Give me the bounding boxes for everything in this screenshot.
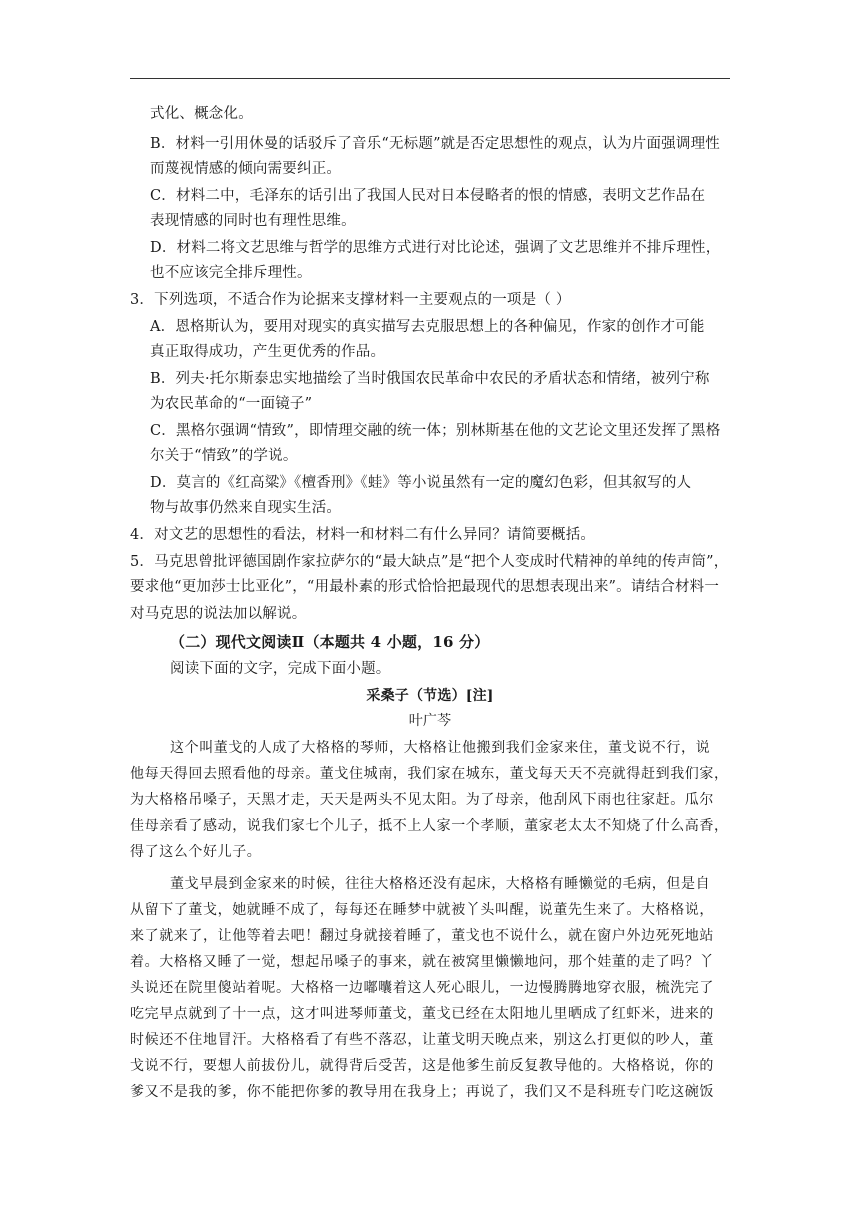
option-b-line: B．列夫·托尔斯泰忠实地描绘了当时俄国农民革命中农民的矛盾状态和情绪，被列宁称 — [150, 371, 710, 387]
text-line: 而蔑视情感的倾向需要纠正。 — [150, 161, 342, 177]
text-line: 也不应该完全排斥理性。 — [150, 265, 312, 281]
text-line: 式化、概念化。 — [150, 106, 253, 122]
option-a-line: A．恩格斯认为，要用对现实的真实描写去克服思想上的各种偏见，作家的创作才可能 — [150, 319, 705, 335]
header-rule — [130, 78, 730, 79]
instruction: 阅读下面的文字，完成下面小题。 — [170, 661, 391, 677]
option-d-line: D．莫言的《红高粱》《檀香刑》《蛙》等小说虽然有一定的魔幻色彩，但其叙写的人 — [150, 475, 692, 491]
story-title: 采桑子（节选）[注] — [366, 688, 494, 704]
option-c-line: C．材料二中，毛泽东的话引出了我国人民对日本侵略者的恨的情感，表明文艺作品在 — [150, 188, 706, 204]
story-line: 吃完早点就到了十一点，这才叫进琴师董戈，董戈已经在太阳地儿里晒成了红虾米，进来的 — [130, 1006, 714, 1022]
question-4: 4．对文艺的思想性的看法，材料一和材料二有什么异同？请简要概括。 — [130, 527, 596, 543]
story-line: 来了就来了，让他等着去吧！翻过身就接着睡了，董戈也不说什么，就在窗户外边死死地站 — [130, 928, 714, 944]
story-line: 这个叫董戈的人成了大格格的琴师，大格格让他搬到我们金家来住，董戈说不行，说 — [170, 740, 711, 756]
story-line: 他每天得回去照看他的母亲。董戈住城南，我们家在城东，董戈每天天不亮就得赶到我们家， — [130, 766, 729, 782]
text-line: 要求他“更加莎士比亚化”，“用最朴素的形式恰恰把最现代的思想表现出来”。请结合材料一 — [130, 579, 720, 595]
story-line: 时候还不住地冒汗。大格格看了有些不落忍，让董戈明天晚点来，别这么打更似的吵人，董 — [130, 1032, 714, 1048]
story-line: 戈说不行，要想人前拔份儿，就得背后受苦，这是他爹生前反复教导他的。大格格说，你的 — [130, 1058, 714, 1074]
story-line: 爹又不是我的爹，你不能把你爹的教导用在我身上；再说了，我们又不是科班专门吃这碗饭 — [130, 1084, 714, 1100]
story-line: 佳母亲看了感动，说我们家七个儿子，抵不上人家一个孝顺，董家老太太不知烧了什么高香， — [130, 818, 729, 834]
text-line: 为农民革命的“一面镜子” — [150, 396, 313, 412]
text-line: 表现情感的同时也有理性思维。 — [150, 213, 356, 229]
story-author: 叶广芩 — [408, 713, 452, 729]
text-line: 对马克思的说法加以解说。 — [130, 606, 307, 622]
option-d-line: D．材料二将文艺思维与哲学的思维方式进行对比论述，强调了文艺思维并不排斥理性， — [150, 240, 721, 256]
option-b-line: B．材料一引用休曼的话驳斥了音乐“无标题”就是否定思想性的观点，认为片面强调理性 — [150, 136, 720, 152]
text-line: 真正取得成功，产生更优秀的作品。 — [150, 344, 386, 360]
story-line: 头说还在院里傻站着呢。大格格一边嘟囔着这人死心眼儿，一边慢腾腾地穿衣服，梳洗完了 — [130, 980, 714, 996]
section-heading: （二）现代文阅读Ⅱ（本题共 4 小题，16 分） — [170, 633, 490, 651]
text-line: 物与故事仍然来自现实生活。 — [150, 500, 342, 516]
question-3: 3．下列选项，不适合作为论据来支撑材料一主要观点的一项是（ ） — [130, 292, 571, 308]
story-line: 从留下了董戈，她就睡不成了，每每还在睡梦中就被丫头叫醒，说董先生来了。大格格说， — [130, 902, 714, 918]
option-c-line: C．黑格尔强调“情致”，即情理交融的统一体；别林斯基在他的文艺论文里还发挥了黑格 — [150, 423, 721, 439]
text-line: 尔关于“情致”的学说。 — [150, 448, 298, 464]
question-5: 5．马克思曾批评德国剧作家拉萨尔的“最大缺点”是“把个人变成时代精神的单纯的传声筒”， — [130, 554, 729, 570]
story-line: 董戈早晨到金家来的时候，往往大格格还没有起床，大格格有睡懒觉的毛病，但是自 — [170, 876, 711, 892]
story-line: 着。大格格又睡了一觉，想起吊嗓子的事来，就在被窝里懒懒地问，那个娃董的走了吗？丫 — [130, 954, 714, 970]
story-line: 得了这么个好儿子。 — [130, 844, 262, 860]
story-line: 为大格格吊嗓子，天黑才走，天天是两头不见太阳。为了母亲，他刮风下雨也往家赶。瓜尔 — [130, 792, 714, 808]
